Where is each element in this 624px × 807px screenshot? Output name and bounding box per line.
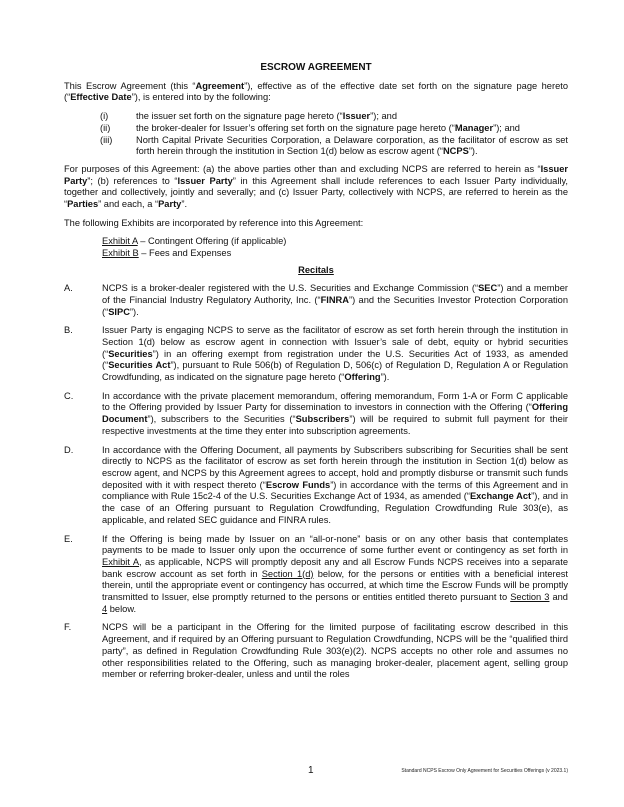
party-text: North Capital Private Securities Corporation, a Delaware corporation, as the facilitator of escrow as set forth herein through the institution in Section 1(d) below as escrow agent (“NCPS”). bbox=[136, 134, 568, 157]
party-text: the broker-dealer for Issuer’s offering set forth on the signature page hereto (“Manager”); and bbox=[136, 122, 520, 133]
purposes-paragraph: For purposes of this Agreement: (a) the above parties other than and excluding NCPS are referred to herein as “Issuer Party”; (b) references to “Issuer Party” in this Agreement shall include references to each Issuer Party individually, together and collectively, jointly and severally; and (c) Issuer Party, collectively with NCPS, are referred to herein as the “Parties” and each, a “Party”. bbox=[64, 163, 569, 210]
intro-text: ”), effective as of the effective date set forth on the signature page hereto (“ bbox=[64, 80, 568, 103]
section-1d-reference[interactable]: Section 1(d) bbox=[261, 568, 314, 579]
recital-letter: D. bbox=[64, 444, 74, 455]
party-number: (iii) bbox=[100, 134, 113, 145]
party-number: (i) bbox=[100, 111, 109, 122]
document-label: Standard NCPS Escrow Only Agreement for Securities Offerings (v 2023.1) bbox=[401, 768, 568, 774]
recital-b bbox=[64, 325, 568, 384]
exhibit-b-link[interactable]: Exhibit B bbox=[102, 247, 139, 258]
party-number: (ii) bbox=[100, 122, 111, 133]
recital-text: NCPS is a broker-dealer registered with the U.S. Securities and Exchange Commission (“SEC”) and a member of the Financial Industry Regulatory Authority, Inc. (“FINRA”) and the Securities Investor Protection Corporation (“SIPC”). bbox=[102, 283, 568, 317]
exhibit-item: Exhibit A – Contingent Offering (if applicable) bbox=[102, 236, 287, 247]
page-number: 1 bbox=[308, 765, 314, 776]
intro-text: This Escrow Agreement (this “ bbox=[64, 80, 196, 91]
section-4-reference[interactable]: 4 bbox=[102, 603, 108, 614]
exhibit-item: Exhibit B – Fees and Expenses bbox=[102, 247, 232, 258]
recital-text: In accordance with the Offering Document, all payments by Subscribers subscribing for Securities shall be sent directly to NCPS as the facilitator of escrow as set forth herein through the institution in Section 1(d) below as escrow agent, and NCPS by this Agreement agrees to accept, hold and promptly disburse or transmit such funds deposited with it with respect thereto (“Escrow Funds”) in accordance with the terms of this Agreement and in compliance with Rule 15c2-4 of the U.S. Securities Exchange Act of 1934, as amended (“Exchange Act”), and in the case of an Offering pursuant to Regulation Crowdfunding, Regulation Crowdfunding Rule 303(e), as applicable, and related SEC guidance and FINRA rules. bbox=[102, 444, 569, 525]
recital-letter: F. bbox=[64, 622, 72, 633]
recital-letter: A. bbox=[64, 283, 73, 294]
exhibit-a-reference[interactable]: Exhibit A bbox=[102, 556, 140, 567]
exhibits-intro: The following Exhibits are incorporated by reference into this Agreement: bbox=[64, 217, 364, 228]
party-item bbox=[100, 135, 568, 158]
party-text: the issuer set forth on the signature page hereto (“Issuer”); and bbox=[136, 111, 398, 122]
recital-text: In accordance with the private placement memorandum, offering memorandum, Form 1-A or Form C applicable to the Offering provided by Issuer Party for dissemination to investors in connection with the Offering (“Offering Document”), subscribers to the Securities (“Subscribers”) will be required to submit full payment for their respective investments at the time they enter into subscription agreements. bbox=[102, 390, 568, 436]
defined-term: Agreement bbox=[195, 80, 245, 91]
recital-a bbox=[64, 283, 568, 318]
exhibit-list bbox=[102, 236, 568, 259]
exhibit-a-link[interactable]: Exhibit A bbox=[102, 236, 138, 247]
intro-text: ”), is entered into by the following: bbox=[131, 92, 271, 103]
section-3-reference[interactable]: Section 3 bbox=[510, 592, 550, 603]
recital-e bbox=[64, 534, 568, 616]
recital-letter: E. bbox=[64, 533, 73, 544]
recital-text: NCPS will be a participant in the Offering for the limited purpose of facilitating escrow described in this Agreement, and if required by an Offering pursuant to Regulation Crowdfunding, NCPS will be the “qualified third party”, as defined in Regulation Crowdfunding Rule 303(e)(2). NCPS accepts no other role and assumes no other responsibilities related to the Offering, such as managing broker-dealer, placement agent, selling group member or referring broker-dealer, unless and until the roles bbox=[102, 622, 568, 680]
recital-c bbox=[64, 391, 568, 438]
party-item bbox=[100, 111, 568, 123]
recital-letter: B. bbox=[64, 325, 73, 336]
recital-f bbox=[64, 622, 568, 681]
defined-term: Effective Date bbox=[70, 92, 132, 103]
party-item bbox=[100, 123, 568, 135]
recitals-heading: Recitals bbox=[298, 265, 334, 276]
recital-text: If the Offering is being made by Issuer on an “all-or-none” basis or on any other basis that contemplates payments to be made to Issuer only upon the occurrence of some further event or contingency as set forth in Exhibit A, as applicable, NCPS will promptly deposit any and all Escrow Funds NCPS receives into a separate bank escrow account as set forth in Section 1(d) below, for the persons or entities with a beneficial interest therein, until the appropriate event or contingency has occurred, at which time the Escrow Funds will be promptly transmitted to Issuer, else promptly returned to the persons or entities entitled thereto pursuant to Section 3 and 4 below. bbox=[102, 533, 569, 614]
party-list bbox=[100, 111, 568, 158]
document-title: ESCROW AGREEMENT bbox=[260, 62, 372, 73]
recital-letter: C. bbox=[64, 390, 74, 401]
intro-paragraph bbox=[64, 81, 568, 104]
recital-d bbox=[64, 445, 568, 527]
recital-text: Issuer Party is engaging NCPS to serve as the facilitator of escrow as set forth herein through the institution in Section 1(d) below as escrow agent in connection with Issuer’s sale of debt, equity or hybrid securities (“Securities”) in an offering exempt from registration under the U.S. Securities Act of 1933, as amended (“Securities Act”), pursuant to Rule 506(b) of Regulation D, 506(c) of Regulation D, Regulation A or Regulation Crowdfunding, as indicated on the signature page hereto (“Offering”). bbox=[102, 325, 568, 383]
